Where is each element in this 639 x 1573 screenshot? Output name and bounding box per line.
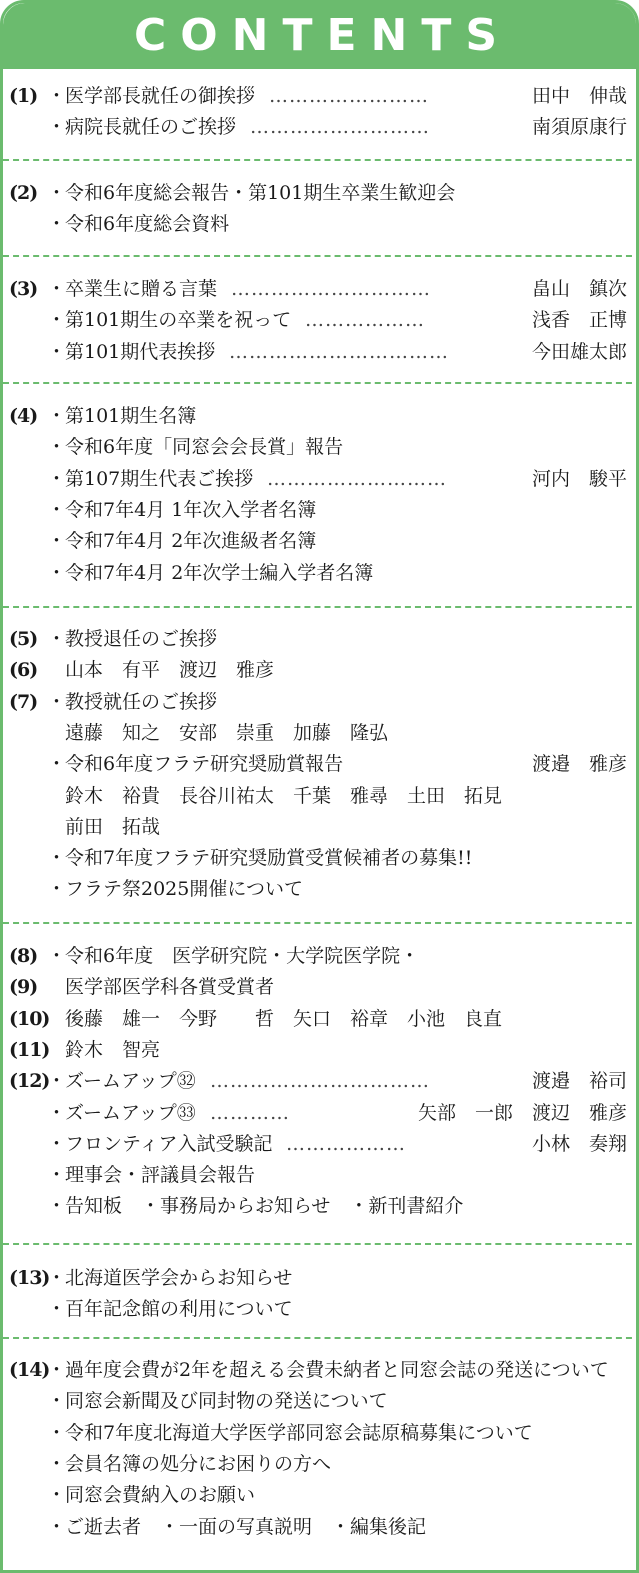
page-number: (8): [9, 945, 38, 967]
dot-leader: ………………………: [267, 467, 447, 490]
bullet: ・: [47, 878, 67, 901]
dot-leader: …………………………: [231, 278, 431, 300]
contents-entry: [3, 305, 639, 336]
entry-title: ズームアップ㉜: [65, 1070, 196, 1093]
entry-title: 告知板 ・事務局からお知らせ ・新刊書紹介: [65, 1195, 464, 1218]
dot-leader: ……………………………: [210, 1070, 430, 1093]
entry-title: 第101期生の卒業を祝って: [65, 309, 292, 332]
bullet: ・: [47, 405, 67, 427]
bullet: ・: [47, 213, 67, 236]
contents-entry: [3, 655, 639, 686]
contents-title: CONTENTS: [133, 10, 512, 61]
entry-title: 令和7年4月 1年次入学者名簿: [65, 498, 317, 521]
contents-entry: [3, 1294, 639, 1325]
bullet: ・: [47, 85, 67, 107]
entry-title: 同窓会費納入のお願い: [65, 1484, 256, 1507]
entry-title: フロンティア入試受験記: [65, 1132, 273, 1155]
bullet: ・: [47, 1390, 67, 1413]
contents-entry: [3, 1418, 639, 1449]
entry-title: 令和6年度 医学研究院・大学院医学院・: [65, 945, 420, 967]
contents-entry: [3, 178, 639, 209]
contents-entry: [3, 812, 639, 843]
entry-author: 南須原康行: [531, 116, 627, 139]
entry-author: 河内 駿平: [531, 467, 627, 490]
entry-title: 後藤 雄一 今野 哲 矢口 裕章 小池 良直: [65, 1007, 503, 1030]
page-number: (11): [9, 1038, 50, 1061]
entry-title: 医学部医学科各賞受賞者: [65, 976, 275, 999]
entry-title: 山本 有平 渡辺 雅彦: [65, 659, 275, 682]
bullet: ・: [47, 561, 67, 584]
bullet: ・: [47, 1515, 67, 1538]
page-number: (5): [9, 628, 38, 650]
page-number: (4): [9, 405, 38, 427]
entry-author: 小林 奏翔: [531, 1132, 627, 1155]
contents-entry: [3, 81, 639, 112]
contents-entry: [3, 874, 639, 905]
section-divider: [3, 255, 639, 257]
section-divider: [3, 922, 639, 924]
entry-title: 令和7年度フラテ研究奨励賞受賞候補者の募集!!: [65, 847, 473, 870]
page-number: (14): [9, 1359, 50, 1381]
entry-title: 令和6年度「同窓会会長賞」報告: [65, 436, 344, 459]
page-number: (7): [9, 690, 38, 713]
contents-entry: [3, 495, 639, 526]
entry-title: 令和6年度総会資料: [65, 213, 230, 236]
entry-title: 令和7年4月 2年次進級者名簿: [65, 530, 317, 553]
entry-author: 今田雄太郎: [531, 340, 627, 363]
contents-entry: [3, 558, 639, 589]
bullet: ・: [47, 1298, 67, 1321]
contents-entry: [3, 1480, 639, 1511]
entry-title: 同窓会新聞及び同封物の発送について: [65, 1390, 388, 1413]
entry-title: 第101期代表挨拶: [65, 340, 216, 363]
entry-title: 北海道医学会からお知らせ: [65, 1267, 293, 1289]
page-number: (12): [9, 1070, 50, 1093]
contents-entry: [3, 1355, 639, 1386]
contents-entry: [3, 1035, 639, 1066]
bullet: ・: [47, 182, 67, 204]
entry-author: 畠山 鎮次: [531, 278, 627, 300]
entry-title: 教授就任のご挨拶: [65, 690, 218, 713]
contents-entry: [3, 1386, 639, 1417]
page-number: (13): [9, 1267, 50, 1289]
contents-entry: [3, 687, 639, 718]
entry-title: 百年記念館の利用について: [65, 1298, 293, 1321]
bullet: ・: [47, 467, 67, 490]
contents-entry: [3, 1512, 639, 1543]
dot-leader: ………………………: [250, 116, 430, 139]
contents-entry: [3, 337, 639, 368]
entry-title: 医学部長就任の御挨拶: [65, 85, 256, 107]
entry-author: 矢部 一郎 渡辺 雅彦: [417, 1101, 627, 1124]
page-number: (6): [9, 659, 38, 682]
bullet: ・: [47, 1484, 67, 1507]
contents-entry: [3, 526, 639, 557]
entry-title: 令和7年4月 2年次学士編入学者名簿: [65, 561, 374, 584]
bullet: ・: [47, 436, 67, 459]
page-number: (9): [9, 976, 38, 999]
section-divider: [3, 606, 639, 608]
entry-title: 令和6年度総会報告・第101期生卒業生歓迎会: [65, 182, 456, 204]
contents-entry: [3, 749, 639, 780]
bullet: ・: [47, 1132, 67, 1155]
section-divider: [3, 159, 639, 161]
contents-header: [3, 3, 639, 69]
entry-title: 第107期生代表ご挨拶: [65, 467, 254, 490]
page-number: (3): [9, 278, 38, 300]
entry-author: 渡邉 雅彦: [531, 753, 627, 776]
entry-author: 田中 伸哉: [531, 85, 627, 107]
page-number: (2): [9, 182, 38, 204]
contents-entry: [3, 112, 639, 143]
bullet: ・: [47, 309, 67, 332]
contents-entry: [3, 1004, 639, 1035]
bullet: ・: [47, 847, 67, 870]
contents-entry: [3, 972, 639, 1003]
bullet: ・: [47, 1267, 67, 1289]
contents-entry: [3, 1098, 639, 1129]
contents-entry: [3, 624, 639, 655]
bullet: ・: [47, 1452, 67, 1475]
entry-title: ご逝去者 ・一面の写真説明 ・編集後記: [65, 1515, 427, 1538]
bullet: ・: [47, 1101, 67, 1124]
bullet: ・: [47, 628, 67, 650]
contents-entry: [3, 1263, 639, 1294]
bullet: ・: [47, 1164, 67, 1187]
entry-title: 遠藤 知之 安部 崇重 加藤 隆弘: [65, 721, 389, 744]
bullet: ・: [47, 690, 67, 713]
entry-title: 病院長就任のご挨拶: [65, 116, 237, 139]
page-number: (10): [9, 1007, 50, 1030]
bullet: ・: [47, 1070, 67, 1093]
bullet: ・: [47, 1195, 67, 1218]
bullet: ・: [47, 278, 67, 300]
contents-entry: [3, 209, 639, 240]
contents-entry: [3, 401, 639, 432]
bullet: ・: [47, 530, 67, 553]
contents-entry: [3, 1066, 639, 1097]
entry-title: フラテ祭2025開催について: [65, 878, 303, 901]
contents-entry: [3, 1191, 639, 1222]
contents-entry: [3, 781, 639, 812]
dot-leader: ………………: [286, 1132, 406, 1155]
section-divider: [3, 1337, 639, 1339]
bullet: ・: [47, 1359, 67, 1381]
page-number: (1): [9, 85, 38, 107]
contents-entry: [3, 843, 639, 874]
entry-title: 鈴木 智亮: [65, 1038, 161, 1061]
bullet: ・: [47, 945, 67, 967]
section-divider: [3, 382, 639, 384]
contents-entry: [3, 718, 639, 749]
contents-entry: [3, 1129, 639, 1160]
contents-entry: [3, 464, 639, 495]
bullet: ・: [47, 340, 67, 363]
bullet: ・: [47, 498, 67, 521]
dot-leader: ……………………: [269, 85, 429, 107]
section-divider: [3, 1243, 639, 1245]
bullet: ・: [47, 1421, 67, 1444]
contents-entry: [3, 1160, 639, 1191]
entry-title: 令和7年度北海道大学医学部同窓会誌原稿募集について: [65, 1421, 533, 1444]
entry-title: 鈴木 裕貴 長谷川祐太 千葉 雅尋 土田 拓見: [65, 784, 503, 807]
entry-title: 教授退任のご挨拶: [65, 628, 218, 650]
contents-entry: [3, 274, 639, 305]
entry-author: 渡邉 裕司: [531, 1070, 627, 1093]
entry-author: 浅香 正博: [531, 309, 627, 332]
entry-title: 令和6年度フラテ研究奨励賞報告: [65, 753, 344, 776]
contents-entry: [3, 1449, 639, 1480]
bullet: ・: [47, 753, 67, 776]
entry-title: 第101期生名簿: [65, 405, 197, 427]
dot-leader: …………: [210, 1101, 290, 1124]
contents-entry: [3, 941, 639, 972]
entry-title: 卒業生に贈る言葉: [65, 278, 218, 300]
entry-title: 会員名簿の処分にお困りの方へ: [65, 1452, 332, 1475]
contents-entry: [3, 432, 639, 463]
dot-leader: ……………………………: [229, 340, 449, 363]
entry-title: 前田 拓哉: [65, 815, 161, 838]
dot-leader: ………………: [305, 309, 425, 332]
entry-title: 理事会・評議員会報告: [65, 1164, 256, 1187]
entry-title: ズームアップ㉝: [65, 1101, 196, 1124]
bullet: ・: [47, 116, 67, 139]
entry-title: 過年度会費が2年を超える会費未納者と同窓会誌の発送について: [65, 1359, 609, 1381]
